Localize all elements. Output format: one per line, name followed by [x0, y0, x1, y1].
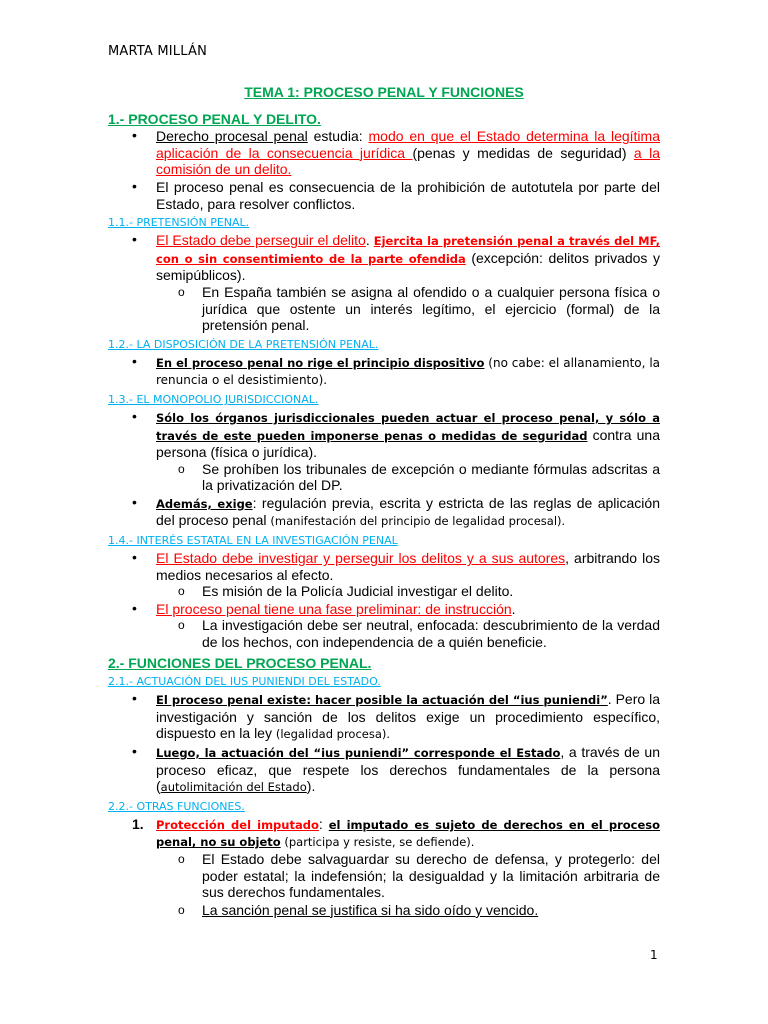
text-run: .: [365, 232, 374, 249]
sub-list-item: [108, 583, 660, 600]
term-text: autolimitación del Estado: [160, 780, 307, 795]
text-run: El proceso penal es consecuencia de la prohibición de autotutela por parte del Estado, para resolver conflictos.: [156, 178, 660, 212]
text-run: , arbitrando los medios necesarios al efecto.: [156, 550, 660, 583]
sub-list-item: [108, 617, 660, 650]
list-item: [108, 601, 660, 651]
list-item: [108, 179, 660, 212]
bullet-icon: •: [132, 599, 137, 616]
subsection-heading-1-3: 1.3.- EL MONOPOLIO JURISDICCIONAL.: [108, 392, 319, 406]
sub-bullet-icon: o: [178, 284, 185, 299]
term-text: El proceso penal existe: hacer posible la actuación del “ius puniendi”: [156, 693, 608, 708]
list-item: [108, 744, 660, 796]
sub-list-item: [108, 851, 660, 901]
sub-bullet-icon: o: [178, 584, 185, 599]
item-number: 1.: [132, 815, 144, 832]
bullet-icon: •: [132, 743, 137, 759]
document-body: [108, 84, 660, 919]
emphasis-text: El Estado debe perseguir el delito: [156, 232, 366, 249]
emphasis-text: Protección del imputado: [156, 817, 319, 832]
sub-bullet-icon: o: [178, 618, 185, 633]
text-run: : regulación previa, escrita y estricta de las reglas de aplicación del proceso penal: [156, 494, 660, 529]
bullet-icon: •: [132, 231, 137, 248]
text-run: Es misión de la Policía Judicial investigar el delito.: [202, 583, 514, 600]
subsection-heading-1-4: 1.4.- INTERÉS ESTATAL EN LA INVESTIGACIÓN PENAL: [108, 534, 398, 548]
bullet-list: [108, 232, 660, 334]
text-run: (legalidad procesa).: [275, 727, 391, 742]
list-item: [108, 409, 660, 494]
bullet-icon: •: [132, 690, 137, 707]
text-run: (no cabe: el allanamiento, la renuncia o el desistimiento).: [156, 355, 661, 388]
term-text: Además, exige: [156, 496, 253, 511]
term-text: Luego, la actuación del “ius puniendi” corresponde el Estado: [156, 746, 561, 760]
bullet-icon: •: [132, 177, 137, 194]
text-run: La investigación debe ser neutral, enfocada: descubrimiento de la verdad de los hechos, con independencia de a quién beneficie.: [202, 617, 660, 651]
bullet-list: [108, 691, 660, 796]
list-item: [108, 232, 660, 334]
bullet-list: [108, 550, 660, 651]
subsection-heading-2-2: 2.2.- OTRAS FUNCIONES.: [108, 799, 245, 813]
section-heading-1: 1.- PROCESO PENAL Y DELITO.: [108, 110, 321, 127]
bullet-icon: •: [132, 493, 137, 510]
list-item: [108, 691, 660, 743]
text-run: . Pero la investigación y sanción de los delitos exige un procedimiento específico, dispuesto en la ley: [156, 691, 660, 742]
page-number: 1: [650, 948, 658, 962]
bullet-icon: •: [132, 352, 137, 369]
text-run: (penas y medidas de seguridad): [412, 144, 634, 161]
sub-bullet-icon: o: [178, 461, 185, 476]
text-run: El Estado debe salvaguardar su derecho de defensa, y protegerlo: del poder estatal; la indefensión; la desigualdad y la limitación arbitraria de sus derechos fundamentales.: [202, 850, 660, 901]
sub-list: [108, 284, 660, 334]
text-run: estudia:: [307, 128, 369, 145]
text-run: (participa y resiste, se defiende).: [280, 835, 475, 850]
text-run: En España también se asigna al ofendido o a cualquier persona física o jurídica que ostente un interés legítimo, el ejercicio (formal) de la pretensión penal.: [202, 283, 660, 334]
document-title: TEMA 1: PROCESO PENAL Y FUNCIONES: [244, 84, 524, 100]
emphasis-text: modo en que el Estado determina la legítima aplicación de la consecuencia jurídica: [156, 128, 660, 161]
emphasis-text: Ejercita la pretensión penal a través del MF, con o sin consentimiento de la parte ofendida: [156, 234, 661, 266]
term-text: En el proceso penal no rige el principio dispositivo: [156, 355, 485, 370]
emphasis-text: El proceso penal tiene una fase preliminar: de instrucción: [156, 600, 512, 617]
emphasis-text: a la comisión de un delito.: [156, 144, 660, 178]
text-run: Se prohíben los tribunales de excepción o mediante fórmulas adscritas a la privatización del DP.: [202, 460, 660, 494]
text-run: contra una persona (física o jurídica).: [156, 426, 660, 461]
subsection-heading-2-1: 2.1.- ACTUACIÓN DEL IUS PUNIENDI DEL ESTADO.: [108, 675, 381, 689]
sub-bullet-icon: o: [178, 851, 185, 866]
text-run: La sanción penal se justifica si ha sido oído y vencido.: [202, 901, 539, 918]
term-text: Derecho procesal penal: [156, 128, 308, 145]
emphasis-text: El Estado debe investigar y perseguir los delitos y a sus autores: [156, 550, 566, 567]
sub-list: [108, 583, 660, 600]
text-run: , a través de un proceso eficaz, que respete los derechos fundamentales de la persona (: [156, 744, 660, 795]
sub-list-item: [108, 461, 660, 494]
bullet-icon: •: [132, 549, 137, 566]
numbered-list: [108, 816, 660, 919]
sub-list: [108, 617, 660, 650]
list-item: [108, 354, 660, 389]
bullet-icon: •: [132, 407, 137, 424]
term-text: Sólo los órganos jurisdiccionales pueden actuar el proceso penal, y sólo a través de este pueden imponerse penas o medidas de seguridad: [156, 410, 660, 443]
sub-list-item: [108, 902, 660, 919]
text-run: (excepción: delitos privados y semipúblicos).: [156, 249, 660, 284]
text-run: .: [511, 600, 516, 617]
bullet-list: [108, 409, 660, 530]
text-run: :: [318, 815, 329, 832]
term-text: el imputado es sujeto de derechos en el proceso penal, no su objeto: [156, 817, 660, 850]
bullet-list: [108, 128, 660, 212]
subsection-heading-1-1: 1.1.- PRETENSIÓN PENAL.: [108, 216, 250, 230]
list-item: [108, 495, 660, 530]
section-heading-2: 2.- FUNCIONES DEL PROCESO PENAL.: [108, 654, 372, 671]
sub-list: [108, 851, 660, 918]
list-item: [108, 550, 660, 600]
sub-list-item: [108, 284, 660, 334]
subsection-heading-1-2: 1.2.- LA DISPOSICIÓN DE LA PRETENSIÓN PENAL.: [108, 337, 379, 351]
numbered-item: [108, 816, 660, 919]
sub-bullet-icon: o: [178, 902, 185, 917]
bullet-list: [108, 354, 660, 389]
header-author: MARTA MILLÁN: [108, 44, 208, 59]
text-run: (manifestación del principio de legalidad procesal).: [270, 514, 566, 529]
list-item: [108, 128, 660, 178]
text-run: ).: [306, 778, 316, 795]
bullet-icon: •: [132, 127, 137, 144]
sub-list: [108, 461, 660, 494]
